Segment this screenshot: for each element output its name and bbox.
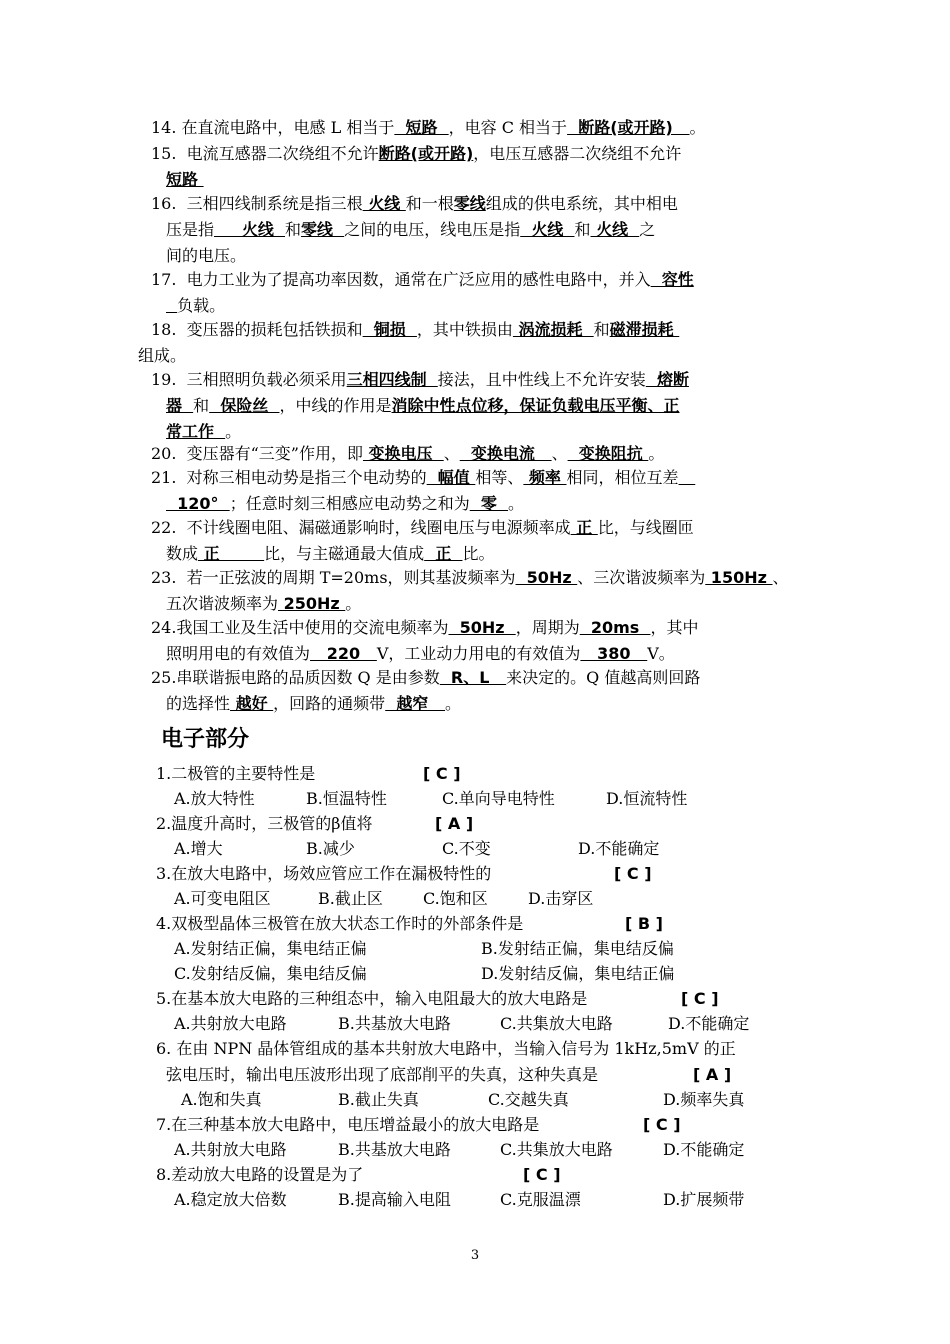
option: A.稳定放大倍数 (174, 1190, 287, 1209)
answer-blank: 150Hz (705, 568, 773, 587)
answer-blank: 保险丝 (209, 396, 280, 415)
option: C.共集放大电路 (500, 1014, 613, 1033)
answer-bracket: [ B ] (625, 914, 663, 933)
question-text: 、 (551, 444, 568, 463)
answer-blank: 幅值 (426, 468, 476, 487)
question-text: 。 (445, 694, 462, 713)
question-text: 比，与主磁通最大值成 (264, 544, 425, 563)
fill-line (151, 320, 679, 340)
question-text: ，周期为 (515, 618, 580, 637)
question-text: 21. 对称三相电动势是指三个电动势的 (151, 468, 427, 487)
answer-blank: 涡流损耗 (512, 320, 594, 339)
answer-blank: 断路(或开路) (378, 144, 474, 163)
question-text: 组成的供电系统，其中相电 (485, 194, 678, 213)
fill-line (151, 468, 695, 488)
question-text: 19. 三相照明负载必须采用 (151, 370, 347, 389)
question-text: 17. 电力工业为了提高功率因数，通常在广泛应用的感性电路中，并入 (151, 270, 651, 289)
option: A.发射结正偏，集电结正偏 (174, 939, 367, 958)
answer-bracket: [ C ] (681, 989, 719, 1008)
answer-blank: 常工作 (166, 422, 226, 441)
option: C.共集放大电路 (500, 1140, 613, 1159)
answer-blank: 220 (310, 644, 377, 663)
fill-line (166, 220, 655, 240)
question-stem: 3.在放大电路中，场效应管应工作在漏极特性的 (156, 864, 492, 883)
option: D.击穿区 (528, 889, 594, 908)
question-text: 和 (593, 320, 610, 339)
fill-line (166, 246, 246, 266)
question-text: 。 (225, 422, 242, 441)
question-text: 来决定的。Q 值越高则回路 (506, 668, 701, 687)
option: D.不能确定 (663, 1140, 745, 1159)
fill-line (151, 518, 694, 538)
answer-blank: 火线 (520, 220, 575, 239)
question-text: 五次谐波频率为 (166, 594, 279, 613)
question-text: 22. 不计线圈电阻、漏磁通影响时，线圈电压与电源频率成 (151, 518, 571, 537)
fill-line (166, 594, 361, 614)
answer-blank (166, 296, 177, 315)
answer-blank (679, 468, 696, 487)
answer-blank: 正 (570, 518, 598, 537)
answer-blank: 断路(或开路) (567, 118, 690, 137)
answer-blank: 120° (166, 494, 230, 513)
question-text: 。 (648, 444, 665, 463)
question-text: 15. 电流互感器二次绕组不允许 (151, 144, 379, 163)
fill-line (166, 644, 675, 664)
answer-blank: 铜损 (362, 320, 417, 339)
option: D.恒流特性 (606, 789, 688, 808)
answer-blank: 器 (166, 396, 194, 415)
question-text: 16. 三相四线制系统是指三根 (151, 194, 363, 213)
fill-line (166, 694, 461, 714)
answer-blank: 零 (469, 494, 508, 513)
question-text: 、 (443, 444, 460, 463)
answer-bracket: [ C ] (614, 864, 652, 883)
answer-blank: 容性 (650, 270, 694, 289)
option: B.提高输入电阻 (338, 1190, 451, 1209)
fill-line (166, 422, 241, 442)
fill-line (151, 270, 694, 290)
question-stem-cont: 弦电压时，输出电压波形出现了底部削平的失真，这种失真是 (166, 1065, 599, 1084)
option: D.频率失真 (663, 1090, 745, 1109)
question-text: ，回路的通频带 (273, 694, 386, 713)
fill-line (151, 144, 681, 164)
question-text: ，其中铁损由 (416, 320, 513, 339)
fill-line (151, 444, 664, 464)
option: D.不能确定 (668, 1014, 750, 1033)
answer-blank: 零线 (453, 194, 486, 213)
answer-blank: 磁滞损耗 (609, 320, 680, 339)
question-text: V，工业动力用电的有效值为 (376, 644, 581, 663)
question-text: 比。 (462, 544, 495, 563)
question-text: 和 (193, 396, 210, 415)
answer-blank: 三相四线制 (346, 370, 438, 389)
question-text: V。 (647, 644, 675, 663)
question-text: 之 (639, 220, 656, 239)
question-text: 和 (285, 220, 302, 239)
option: A.增大 (174, 839, 223, 858)
answer-blank: 熔断 (645, 370, 689, 389)
question-text: 。 (345, 594, 362, 613)
question-text: 数成 (166, 544, 199, 563)
question-text: 25.串联谐振电路的品质因数 Q 是由参数 (151, 668, 440, 687)
answer-blank: 20ms (579, 618, 651, 637)
question-text: 和一根 (405, 194, 454, 213)
option: C.不变 (442, 839, 491, 858)
answer-blank: 50Hz (515, 568, 578, 587)
answer-bracket: [ A ] (693, 1065, 732, 1084)
question-text: 比，与线圈匝 (597, 518, 694, 537)
answer-blank: 380 (580, 644, 648, 663)
option: C.饱和区 (423, 889, 488, 908)
answer-blank: 火线 (362, 194, 406, 213)
option: C.交越失真 (488, 1090, 569, 1109)
answer-blank: 频率 (523, 468, 567, 487)
answer-blank: 变换阻抗 (567, 444, 649, 463)
option: B.减少 (306, 839, 355, 858)
option: B.恒温特性 (306, 789, 387, 808)
option: D.发射结反偏，集电结正偏 (481, 964, 675, 983)
question-text: ；任意时刻三相感应电动势之和为 (229, 494, 470, 513)
page-number: 3 (470, 1248, 480, 1263)
question-text: 之间的电压，线电压是指 (344, 220, 521, 239)
option: B.共基放大电路 (338, 1140, 451, 1159)
option: A.可变电阻区 (174, 889, 271, 908)
answer-blank: 正 (424, 544, 463, 563)
option: D.扩展频带 (663, 1190, 745, 1209)
option: B.截止区 (318, 889, 383, 908)
option: A.放大特性 (174, 789, 255, 808)
question-text: 。 (689, 118, 706, 137)
answer-blank: 消除中性点位移，保证负载电压平衡、正 (391, 396, 680, 415)
fill-line (151, 668, 700, 688)
option: C.单向导电特性 (442, 789, 555, 808)
question-stem: 5.在基本放大电路的三种组态中，输入电阻最大的放大电路是 (156, 989, 588, 1008)
question-text: 、三次谐波频率为 (577, 568, 706, 587)
answer-blank: 变换电流 (459, 444, 552, 463)
option: A.饱和失真 (181, 1090, 262, 1109)
option: B.发射结正偏，集电结反偏 (481, 939, 674, 958)
question-stem: 2.温度升高时，三极管的β值将 (156, 814, 373, 833)
option: B.共基放大电路 (338, 1014, 451, 1033)
question-text: 间的电压。 (166, 246, 247, 265)
question-text: 、 (772, 568, 789, 587)
fill-line (138, 346, 186, 366)
answer-blank: 变换电压 (362, 444, 444, 463)
answer-blank: 火线 (214, 220, 286, 239)
question-text: ，电压互感器二次绕组不允许 (473, 144, 682, 163)
answer-blank: 短路 (166, 170, 204, 189)
answer-blank: 短路 (394, 118, 449, 137)
question-text: 。 (508, 494, 525, 513)
question-text: 20. 变压器有“三变”作用，即 (151, 444, 363, 463)
question-text: 24.我国工业及生活中使用的交流电频率为 (151, 618, 449, 637)
answer-bracket: [ C ] (523, 1165, 561, 1184)
question-stem: 1.二极管的主要特性是 (156, 764, 316, 783)
answer-bracket: [ C ] (423, 764, 461, 783)
question-text: 的选择性 (166, 694, 231, 713)
question-text: 压是指 (166, 220, 215, 239)
question-text: 23. 若一正弦波的周期 T=20ms，则其基波频率为 (151, 568, 516, 587)
answer-blank: 正 (198, 544, 265, 563)
option: A.共射放大电路 (174, 1140, 287, 1159)
question-text: ，其中 (650, 618, 699, 637)
question-stem: 4.双极型晶体三极管在放大状态工作时的外部条件是 (156, 914, 524, 933)
option: A.共射放大电路 (174, 1014, 287, 1033)
fill-line (151, 568, 789, 588)
question-stem: 7.在三种基本放大电路中，电压增益最小的放大电路是 (156, 1115, 540, 1134)
answer-blank: 越好 (230, 694, 274, 713)
question-text: 接法，且中性线上不允许安装 (437, 370, 646, 389)
question-text: 组成。 (138, 346, 187, 365)
answer-blank: 火线 (590, 220, 640, 239)
answer-blank: 越窄 (385, 694, 446, 713)
fill-line (166, 396, 680, 416)
question-text: ，中线的作用是 (279, 396, 392, 415)
option: C.发射结反偏，集电结反偏 (174, 964, 367, 983)
question-text: 18. 变压器的损耗包括铁损和 (151, 320, 363, 339)
fill-line (151, 370, 689, 390)
question-stem: 6. 在由 NPN 晶体管组成的基本共射放大电路中，当输入信号为 1kHz,5mV 的正 (156, 1039, 736, 1058)
section-title: 电子部分 (161, 727, 250, 752)
option: C.克服温漂 (500, 1190, 581, 1209)
fill-line (166, 544, 494, 564)
fill-line (151, 618, 698, 638)
option: D.不能确定 (578, 839, 660, 858)
option: B.截止失真 (338, 1090, 419, 1109)
answer-bracket: [ C ] (643, 1115, 681, 1134)
answer-blank: 零线 (301, 220, 345, 239)
answer-blank: 50Hz (448, 618, 516, 637)
question-text: 负载。 (177, 296, 226, 315)
question-text: ，电容 C 相当于 (448, 118, 568, 137)
fill-line (151, 118, 706, 138)
question-text: 相同，相位互差 (566, 468, 679, 487)
question-text: 照明用电的有效值为 (166, 644, 311, 663)
question-stem: 8.差动放大电路的设置是为了 (156, 1165, 364, 1184)
fill-line (166, 494, 524, 514)
question-text: 14. 在直流电路中，电感 L 相当于 (151, 118, 395, 137)
fill-line (151, 194, 678, 214)
answer-blank: 250Hz (278, 594, 346, 613)
answer-bracket: [ A ] (435, 814, 474, 833)
question-text: 相等、 (475, 468, 524, 487)
fill-line (166, 170, 204, 190)
answer-blank: R、L (439, 668, 507, 687)
question-text: 和 (574, 220, 591, 239)
fill-line (166, 296, 225, 316)
